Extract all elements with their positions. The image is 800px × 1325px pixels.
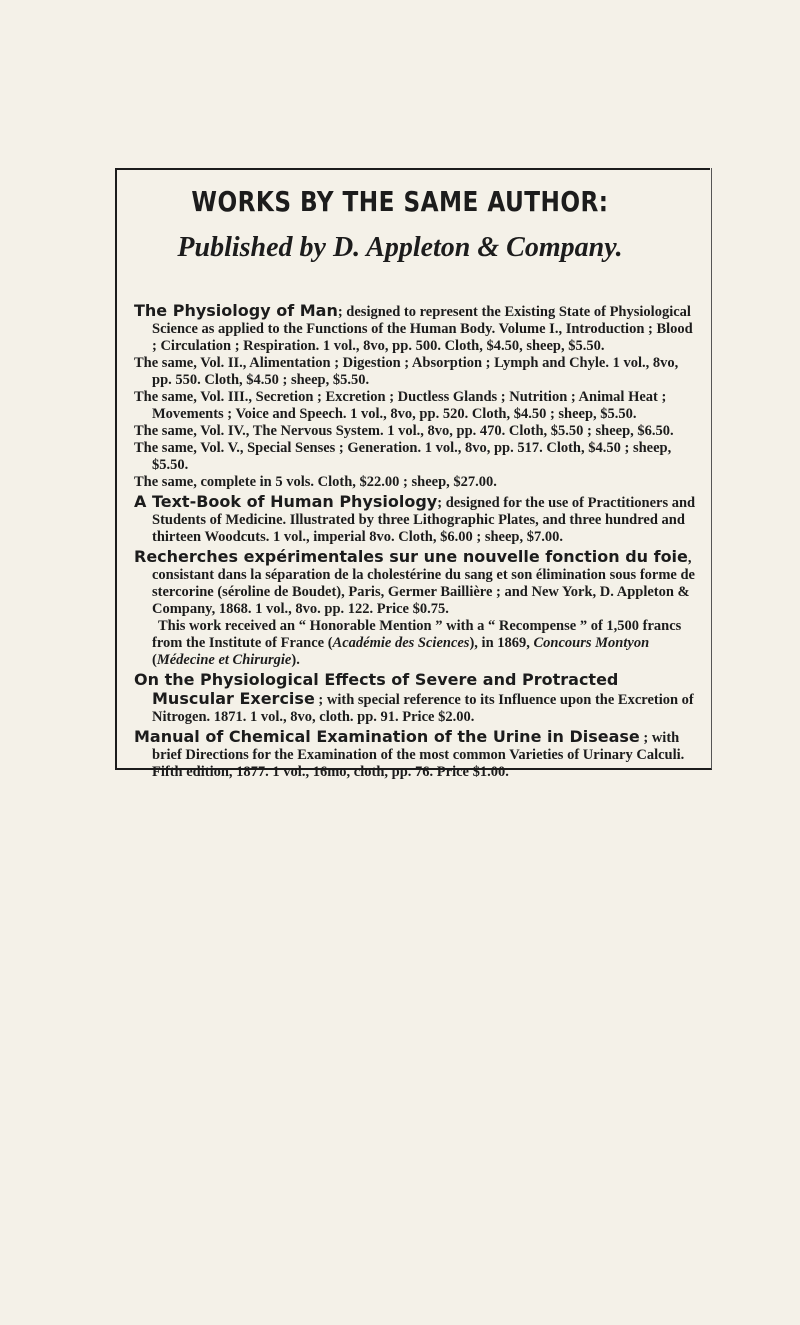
list-item [134,440,700,474]
work-details: The same, Vol. V., Special Senses ; Generation. 1 vol., 8vo, pp. 517. Cloth, $4.50 ; sheep, $5.50. [134,440,672,473]
work-details: ; designed to represent the Existing State of Physiological Science as applied to the Functions of the Human Body. Volume I., Introduction ; Blood ; Circulation ; Respiration. 1 vol., 8vo, pp. 500. Cloth, $4.50, sheep, $5.50. [152,304,693,354]
list-item [134,355,700,389]
list-item [134,302,700,355]
note-italic: Académie des Sciences [332,635,470,651]
note-text: ). [291,652,300,668]
publisher-line: Published by D. Appleton & Company. [177,232,623,263]
work-details: The same, complete in 5 vols. Cloth, $22.00 ; sheep, $27.00. [134,474,497,490]
list-item [134,548,700,618]
work-title: The Physiology of Man [134,301,338,320]
work-details: ; designed for the use of Practitioners and Students of Medicine. Illustrated by three Lithographic Plates, and three hundred and thirteen Woodcuts. 1 vol., imperial 8vo. Cloth, $6.00 ; sheep, $7.00. [152,495,696,545]
work-details: ; with brief Directions for the Examination of the most common Varieties of Urinary Calculi. Fifth edition, 1877. 1 vol., 16mo, cloth, pp. 76. Price $1.00. [152,730,685,780]
list-item [134,728,700,781]
list-item [134,389,700,423]
work-details: , consistant dans la séparation de la cholestérine du sang et son élimination sous forme de stercorine (séroline de Boudet), Paris, Germer Baillière ; and New York, D. Appleton & Company, 1868. 1 vol., 8vo. pp. 122. Price $0.75. [152,550,695,617]
list-item [134,423,700,440]
work-title: Manual of Chemical Examination of the Urine in Disease [134,727,640,746]
note-text: ), in 1869, [469,635,534,651]
note-text: ( [152,652,157,668]
page-heading: WORKS BY THE SAME AUTHOR: [191,185,609,218]
note-italic: Concours Montyon [533,635,650,651]
work-details: The same, Vol. II., Alimentation ; Digestion ; Absorption ; Lymph and Chyle. 1 vol., 8vo, pp. 550. Cloth, $4.50 ; sheep, $5.50. [134,355,679,388]
award-note [134,618,700,669]
note-italic: Médecine et Chirurgie [156,652,292,668]
note-text: This work received an “ Honorable Mention ” with a “ Recompense ” of 1,500 francs from the Institute of France ( [152,618,682,651]
work-details: The same, Vol. III., Secretion ; Excretion ; Ductless Glands ; Nutrition ; Animal Heat ; Movements ; Voice and Speech. 1 vol., 8vo, pp. 520. Cloth, $4.50 ; sheep, $5.50. [134,389,667,422]
work-details: ; with special reference to its Influence upon the Excretion of Nitrogen. 1871. 1 vol., 8vo, cloth. pp. 91. Price $2.00. [152,692,694,725]
work-details: The same, Vol. IV., The Nervous System. 1 vol., 8vo, pp. 470. Cloth, $5.50 ; sheep, $6.50. [134,423,674,439]
list-item [134,671,700,726]
work-title: On the Physiological Effects of Severe and Protracted Muscular Exercise [134,670,619,708]
list-item [134,493,700,546]
list-item [134,474,700,491]
work-title: A Text-Book of Human Physiology [134,492,438,511]
work-title: Recherches expérimentales sur une nouvelle fonction du foie [134,547,688,566]
works-list [134,300,700,781]
